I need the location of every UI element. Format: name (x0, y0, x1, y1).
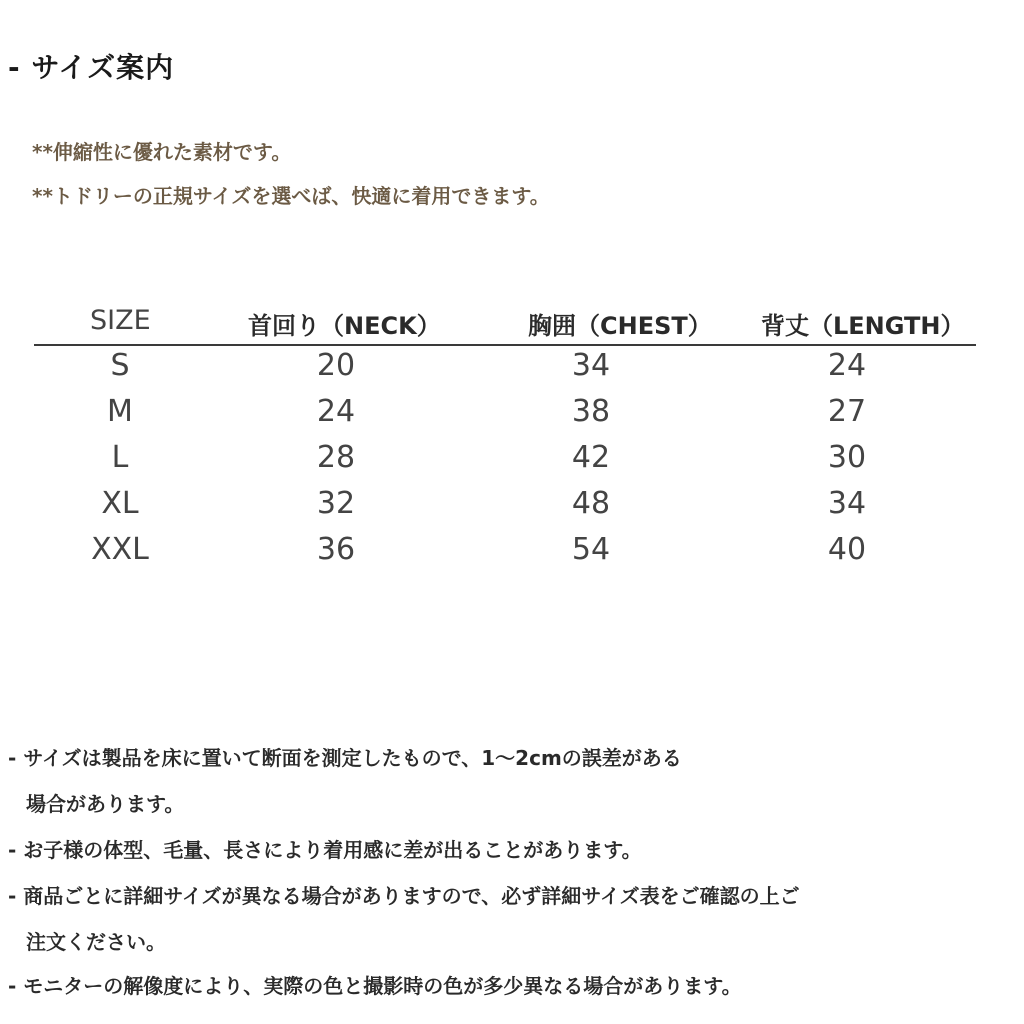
page-title: - サイズ案内 (8, 51, 175, 84)
cell-chest: 38 (571, 394, 611, 429)
header-size: SIZE (90, 305, 151, 336)
cell-neck: 20 (316, 348, 356, 383)
size-table (34, 302, 976, 576)
color-note: - モニターの解像度により、実際の色と撮影時の色が多少異なる場合があります。 (8, 974, 742, 998)
size-chart-note: - 商品ごとに詳細サイズが異なる場合がありますので、必ず詳細サイズ表をご確認の上ご (8, 884, 800, 908)
cell-size: S (110, 348, 130, 383)
cell-length: 27 (827, 394, 867, 429)
cell-length: 34 (827, 486, 867, 521)
cell-size: XL (101, 486, 139, 521)
cell-chest: 54 (571, 532, 611, 567)
table-row (34, 392, 976, 438)
cell-neck: 32 (316, 486, 356, 521)
table-row (34, 346, 976, 392)
cell-length: 24 (827, 348, 867, 383)
cell-chest: 48 (571, 486, 611, 521)
cell-size: XXL (91, 532, 149, 567)
cell-length: 40 (827, 532, 867, 567)
header-neck: 首回り（NECK） (248, 312, 441, 340)
fit-note: - お子様の体型、毛量、長さにより着用感に差が出ることがあります。 (8, 838, 642, 862)
measurement-note: - サイズは製品を床に置いて断面を測定したもので、1〜2cmの誤差がある (8, 746, 682, 770)
cell-neck: 36 (316, 532, 356, 567)
table-row (34, 484, 976, 530)
cell-neck: 24 (316, 394, 356, 429)
cell-size: M (107, 394, 133, 429)
header-length: 背丈（LENGTH） (761, 312, 965, 340)
table-row (34, 530, 976, 576)
header-chest: 胸囲（CHEST） (528, 312, 712, 340)
size-chart-note-cont: 注文ください。 (26, 930, 166, 954)
table-header (34, 302, 976, 346)
table-row (34, 438, 976, 484)
cell-chest: 42 (571, 440, 611, 475)
measurement-note-cont: 場合があります。 (26, 792, 185, 816)
cell-neck: 28 (316, 440, 356, 475)
cell-chest: 34 (571, 348, 611, 383)
cell-size: L (111, 440, 129, 475)
size-selection-note: **トドリーの正規サイズを選べば、快適に着用できます。 (32, 184, 550, 208)
material-note: **伸縮性に優れた素材です。 (32, 140, 292, 164)
cell-length: 30 (827, 440, 867, 475)
